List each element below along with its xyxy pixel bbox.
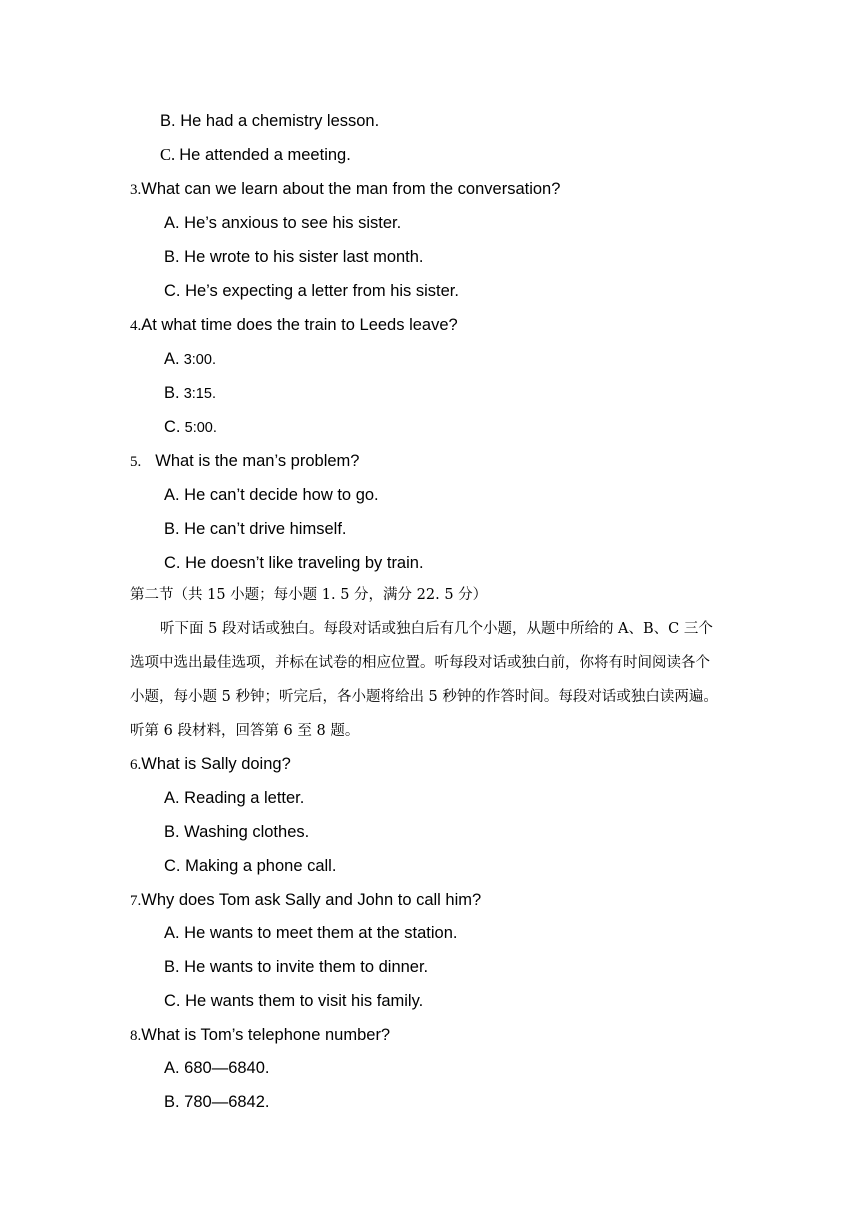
q2-option-b-text: He had a chemistry lesson. xyxy=(180,112,380,130)
q4-option-b-letter: B. xyxy=(164,384,180,402)
q4-option-c xyxy=(164,416,217,439)
q8-stem xyxy=(130,1024,390,1047)
q4-option-a-letter: A. xyxy=(164,350,180,368)
q7-option-b: B. He wants to invite them to dinner. xyxy=(164,958,429,976)
q4-option-b-time: 3:15. xyxy=(183,386,216,402)
q6-stem xyxy=(130,753,291,776)
q4-stem-text: At what time does the train to Leeds leave? xyxy=(141,316,458,334)
q7-option-a: A. He wants to meet them at the station. xyxy=(164,924,458,942)
q3-option-a: A. He’s anxious to see his sister. xyxy=(164,214,402,232)
q5-stem-text: What is the man’s problem? xyxy=(155,452,360,470)
q3-number: 3. xyxy=(130,182,142,198)
q3-stem xyxy=(130,178,560,201)
q2-option-c-letter: C. xyxy=(160,145,176,164)
q7-option-c: C. He wants them to visit his family. xyxy=(164,992,424,1010)
q6-option-c: C. Making a phone call. xyxy=(164,857,337,875)
q2-option-b-letter: B. xyxy=(160,112,176,130)
q4-option-c-letter: C. xyxy=(164,418,181,436)
q8-option-a: A. 680—6840. xyxy=(164,1059,270,1077)
q2-option-c-text: He attended a meeting. xyxy=(179,146,351,164)
q5-option-b: B. He can’t drive himself. xyxy=(164,520,347,538)
q6-number: 6. xyxy=(130,757,142,773)
q3-option-c: C. He’s expecting a letter from his sister. xyxy=(164,282,459,300)
section2-heading: 第二节（共 15 小题；每小题 1. 5 分，满分 22. 5 分） xyxy=(130,587,488,603)
q8-option-b: B. 780—6842. xyxy=(164,1093,270,1111)
section2-instructions-line-3: 小题，每小题 5 秒钟；听完后，各小题将给出 5 秒钟的作答时间。每段对话或独白读两遍。 xyxy=(130,689,718,705)
q4-option-c-time: 5:00. xyxy=(184,420,217,436)
q3-stem-text: What can we learn about the man from the conversation? xyxy=(141,180,561,198)
q4-option-b xyxy=(164,382,216,405)
q4-option-a-time: 3:00. xyxy=(183,352,216,368)
q5-option-c: C. He doesn’t like traveling by train. xyxy=(164,554,424,572)
q5-stem xyxy=(130,450,359,473)
q8-number: 8. xyxy=(130,1028,142,1044)
q6-option-a: A. Reading a letter. xyxy=(164,789,305,807)
q7-stem-text: Why does Tom ask Sally and John to call him? xyxy=(141,891,482,909)
q2-option-c xyxy=(160,144,351,166)
q5-number: 5. xyxy=(130,454,142,470)
q4-number: 4. xyxy=(130,318,142,334)
q3-option-b: B. He wrote to his sister last month. xyxy=(164,248,424,266)
section2-instructions-line-4: 听第 6 段材料，回答第 6 至 8 题。 xyxy=(130,723,360,739)
q6-stem-text: What is Sally doing? xyxy=(141,755,291,773)
q5-option-a: A. He can’t decide how to go. xyxy=(164,486,379,504)
q7-stem xyxy=(130,889,481,912)
q2-option-b xyxy=(160,110,379,132)
q4-option-a xyxy=(164,348,216,371)
q8-stem-text: What is Tom’s telephone number? xyxy=(141,1026,391,1044)
q6-option-b: B. Washing clothes. xyxy=(164,823,310,841)
q7-number: 7. xyxy=(130,893,142,909)
section2-instructions-line-2: 选项中选出最佳选项，并标在试卷的相应位置。听每段对话或独白前，你将有时间阅读各个 xyxy=(130,655,710,671)
section2-instructions-line-1: 听下面 5 段对话或独白。每段对话或独白后有几个小题，从题中所给的 A、B、C 三个 xyxy=(160,621,713,637)
q4-stem xyxy=(130,314,458,337)
